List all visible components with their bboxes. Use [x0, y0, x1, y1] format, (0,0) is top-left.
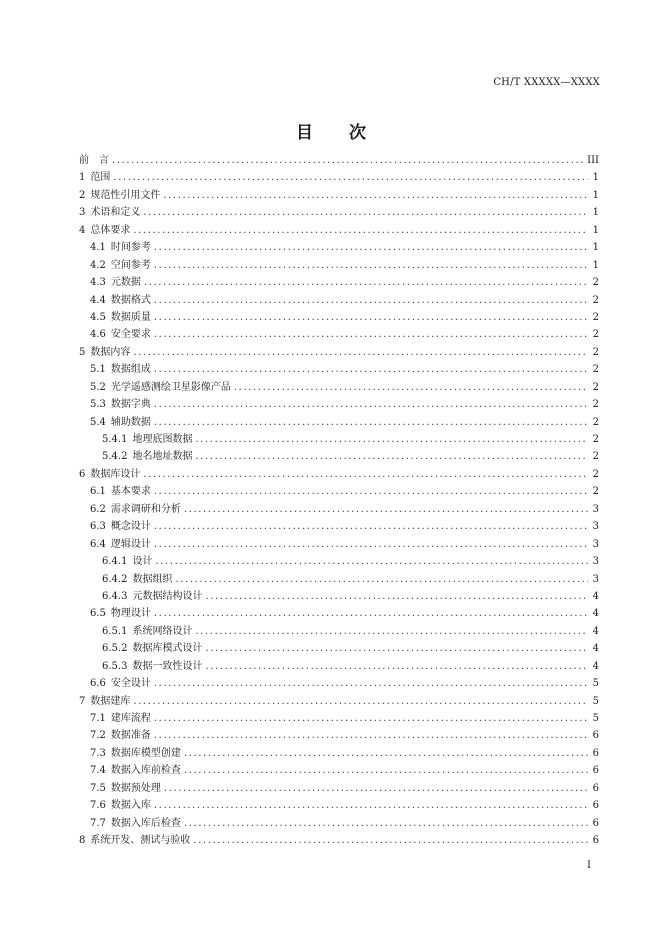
toc-entry[interactable] — [79, 693, 599, 710]
toc-entry-label: 安全设计 — [110, 678, 151, 690]
toc-entry-number: 6.4 — [90, 538, 106, 550]
toc-entry-number: 3 — [79, 207, 86, 219]
toc-dot-leader — [112, 152, 584, 169]
toc-entry[interactable] — [79, 553, 599, 570]
toc-dot-leader — [154, 292, 588, 309]
toc-dot-leader — [205, 658, 588, 675]
toc-entry[interactable] — [79, 448, 599, 465]
toc-entry[interactable] — [79, 762, 599, 779]
toc-entry-number: 5.3 — [90, 399, 106, 411]
toc-entry-label: 设计 — [132, 556, 153, 568]
toc-entry-number: 7.4 — [90, 765, 106, 777]
toc-entry[interactable] — [79, 204, 599, 221]
toc-entry-page: 1 — [592, 189, 599, 201]
toc-entry-page: 3 — [592, 556, 599, 568]
toc-entry[interactable] — [79, 675, 599, 692]
toc-entry-page: 2 — [592, 416, 599, 428]
toc-dot-leader — [154, 309, 588, 326]
toc-entry-page: 2 — [592, 434, 599, 445]
toc-dot-leader — [154, 727, 588, 744]
toc-entry-label: 数据格式 — [110, 294, 151, 306]
toc-entry-page: 2 — [592, 486, 599, 498]
toc-entry[interactable] — [79, 152, 599, 169]
toc-dot-leader — [205, 588, 588, 605]
toc-entry-number: 2 — [79, 189, 86, 201]
toc-dot-leader — [175, 571, 588, 588]
toc-entry-label: 安全要求 — [110, 329, 151, 341]
toc-entry-page: 1 — [592, 259, 599, 271]
toc-entry[interactable] — [79, 344, 599, 361]
toc-entry-page: 1 — [592, 242, 599, 254]
toc-dot-leader — [154, 326, 588, 343]
toc-entry-label: 数据入库 — [110, 800, 151, 812]
toc-entry[interactable] — [79, 797, 599, 814]
toc-entry-page: 4 — [592, 660, 599, 672]
toc-entry-page: 1 — [592, 207, 599, 219]
toc-entry-label: 范围 — [90, 172, 111, 184]
toc-entry-number: 6.4.1 — [102, 556, 128, 568]
toc-dot-leader — [164, 780, 588, 797]
toc-entry-number: 7.7 — [90, 817, 106, 829]
toc-entry-number: 6.5 — [90, 608, 106, 620]
toc-entry-label: 地名地址数据 — [132, 451, 193, 463]
toc-entry-page: 2 — [592, 329, 599, 341]
toc-entry-number: 4 — [79, 224, 86, 236]
toc-entry-label: 术语和定义 — [90, 207, 141, 219]
toc-title-char-2: 次 — [349, 123, 366, 143]
toc-entry[interactable] — [79, 222, 599, 239]
toc-entry-number: 7.5 — [90, 782, 106, 794]
toc-entry-page: 2 — [592, 294, 599, 306]
toc-entry-number: 7.2 — [90, 730, 106, 742]
toc-dot-leader — [163, 187, 588, 204]
toc-entry-number: 5.1 — [90, 364, 106, 376]
toc-entry[interactable] — [79, 815, 599, 832]
toc-entry-number: 5.4.2 — [102, 451, 128, 463]
toc-entry-label: 数据准备 — [110, 730, 151, 742]
toc-entry-label: 数据质量 — [110, 311, 151, 323]
toc-entry-number: 4.2 — [90, 259, 106, 271]
toc-entry-label: 数据字典 — [110, 399, 151, 411]
toc-dot-leader — [195, 623, 588, 640]
toc-title-char-1: 目 — [296, 123, 313, 143]
toc-entry-number: 6.4.3 — [102, 590, 128, 602]
toc-entry-label: 规范性引用文件 — [90, 189, 161, 201]
toc-entry[interactable] — [79, 431, 599, 448]
toc-entry[interactable] — [79, 483, 599, 500]
toc-entry-number: 6.5.3 — [102, 660, 128, 672]
toc-entry-label: 数据预处理 — [110, 782, 161, 794]
toc-entry-label: 建库流程 — [110, 713, 151, 724]
toc-entry[interactable] — [79, 361, 599, 378]
toc-entry[interactable] — [79, 501, 599, 518]
toc-entry[interactable] — [79, 239, 599, 256]
toc-dot-leader — [154, 483, 588, 500]
toc-entry-number: 4.4 — [90, 294, 106, 306]
toc-dot-leader — [184, 762, 588, 779]
toc-entry-page: 6 — [592, 730, 599, 742]
toc-entry-page: 6 — [592, 782, 599, 794]
toc-dot-leader — [154, 361, 588, 378]
toc-entry-number: 7.6 — [90, 800, 106, 812]
toc-dot-leader — [154, 257, 588, 274]
toc-entry-number: 6.2 — [90, 503, 106, 515]
toc-dot-leader — [154, 797, 588, 814]
toc-entry[interactable] — [79, 169, 599, 186]
toc-entry-number: 7 — [79, 695, 86, 707]
toc-entry[interactable] — [79, 396, 599, 413]
toc-entry-number: 6.6 — [90, 678, 106, 690]
toc-entry-number: 5.2 — [90, 381, 106, 393]
toc-entry[interactable] — [79, 274, 599, 291]
toc-entry-label: 数据组成 — [110, 364, 151, 376]
toc-entry-page: 2 — [592, 451, 599, 463]
toc-dot-leader — [113, 169, 588, 186]
toc-entry-page: 4 — [592, 608, 599, 620]
toc-title — [0, 118, 662, 143]
toc-entry-page: 2 — [592, 364, 599, 376]
toc-entry[interactable] — [79, 727, 599, 744]
toc-entry[interactable] — [79, 745, 599, 762]
toc-entry-page: 6 — [592, 800, 599, 812]
toc-entry-page: 2 — [592, 311, 599, 323]
toc-entry[interactable] — [79, 257, 599, 274]
toc-entry-label: 概念设计 — [110, 521, 151, 533]
toc-entry-page: 3 — [592, 538, 599, 550]
toc-entry-page: 6 — [592, 747, 599, 759]
toc-entry-number: 5 — [79, 346, 86, 358]
toc-entry-label: 时间参考 — [110, 242, 151, 254]
toc-entry-label: 数据组织 — [132, 573, 173, 585]
toc-dot-leader — [133, 693, 588, 710]
toc-entry-number: 6.1 — [90, 486, 106, 498]
toc-dot-leader — [154, 710, 588, 727]
toc-dot-leader — [234, 379, 588, 396]
toc-entry-label: 系统网络设计 — [132, 625, 193, 637]
toc-entry-number: 6.5.1 — [102, 625, 128, 637]
toc-entry-label: 物理设计 — [110, 608, 151, 620]
toc-entry-number: 1 — [79, 172, 86, 184]
toc-entry[interactable] — [79, 518, 599, 535]
toc-entry-page: 6 — [592, 765, 599, 777]
toc-entry-page: 3 — [592, 503, 599, 515]
toc-dot-leader — [154, 518, 588, 535]
toc-entry[interactable] — [79, 658, 599, 675]
toc-entry-page: 3 — [592, 573, 599, 585]
toc-entry[interactable] — [79, 571, 599, 588]
toc-entry-number: 4.6 — [90, 329, 106, 341]
toc-entry-page: 3 — [592, 521, 599, 533]
toc-entry-number: 4.1 — [90, 242, 106, 254]
toc-entry-number: 4.3 — [90, 277, 106, 289]
toc-entry[interactable] — [79, 832, 599, 849]
toc-entry-label: 需求调研和分析 — [110, 503, 181, 515]
toc-entry-page: III — [587, 155, 599, 166]
toc-entry-page: 1 — [592, 224, 599, 236]
toc-entry-page: 1 — [592, 172, 599, 184]
toc-entry-page: 2 — [592, 381, 599, 393]
toc-entry[interactable] — [79, 536, 599, 553]
toc-entry[interactable] — [79, 187, 599, 204]
toc-entry-number: 7.1 — [90, 713, 106, 724]
page-number: I — [587, 860, 591, 871]
toc-entry[interactable] — [79, 414, 599, 431]
toc-entry-label: 空间参考 — [110, 259, 151, 271]
toc-dot-leader — [205, 640, 588, 657]
toc-entry-label: 数据入库后检查 — [110, 817, 181, 829]
toc-entry-page: 5 — [592, 713, 599, 724]
toc-entry-label: 前 言 — [79, 155, 109, 166]
toc-dot-leader — [154, 414, 588, 431]
toc-entry-label: 逻辑设计 — [110, 538, 151, 550]
toc-entry-label: 辅助数据 — [110, 416, 151, 428]
toc-entry-page: 4 — [592, 625, 599, 637]
toc-dot-leader — [195, 431, 588, 448]
toc-entry-label: 元数据 — [110, 277, 141, 289]
table-of-contents — [79, 152, 599, 850]
toc-entry-label: 总体要求 — [90, 224, 131, 236]
toc-dot-leader — [155, 553, 588, 570]
toc-entry-label: 数据一致性设计 — [132, 660, 203, 672]
toc-dot-leader — [195, 448, 588, 465]
toc-entry-page: 6 — [592, 835, 599, 847]
toc-entry[interactable] — [79, 710, 599, 727]
toc-dot-leader — [154, 239, 588, 256]
toc-entry[interactable] — [79, 379, 599, 396]
toc-entry-number: 8 — [79, 835, 86, 847]
toc-dot-leader — [184, 745, 588, 762]
toc-dot-leader — [193, 832, 588, 849]
toc-entry-page: 4 — [592, 643, 599, 655]
toc-entry[interactable] — [79, 780, 599, 797]
toc-entry-label: 基本要求 — [110, 486, 151, 498]
toc-entry-page: 2 — [592, 468, 599, 480]
toc-entry-number: 6.3 — [90, 521, 106, 533]
toc-entry-page: 6 — [592, 817, 599, 829]
toc-entry[interactable] — [79, 309, 599, 326]
toc-entry-number: 6.4.2 — [102, 573, 128, 585]
toc-entry[interactable] — [79, 466, 599, 483]
toc-entry[interactable] — [79, 292, 599, 309]
toc-entry[interactable] — [79, 623, 599, 640]
toc-entry-label: 数据建库 — [90, 695, 131, 707]
standard-code: CH/T XXXXX—XXXX — [493, 77, 600, 88]
toc-entry-page: 5 — [592, 678, 599, 690]
toc-entry-label: 系统开发、测试与验收 — [90, 835, 191, 847]
toc-entry-label: 地理底图数据 — [132, 434, 193, 445]
toc-entry-page: 4 — [592, 590, 599, 602]
toc-dot-leader — [154, 605, 588, 622]
toc-entry[interactable] — [79, 640, 599, 657]
toc-dot-leader — [133, 222, 588, 239]
toc-entry-label: 光学遥感测绘卫星影像产品 — [110, 381, 231, 393]
toc-dot-leader — [144, 274, 588, 291]
toc-entry-number: 5.4.1 — [102, 434, 128, 445]
toc-entry-page: 2 — [592, 346, 599, 358]
toc-entry-page: 2 — [592, 277, 599, 289]
toc-entry-label: 数据入库前检查 — [110, 765, 181, 777]
toc-dot-leader — [133, 344, 588, 361]
toc-entry-label: 元数据结构设计 — [132, 590, 203, 602]
toc-dot-leader — [184, 815, 588, 832]
toc-entry-label: 数据内容 — [90, 346, 131, 358]
toc-entry-page: 5 — [592, 695, 599, 707]
toc-entry[interactable] — [79, 326, 599, 343]
toc-entry-label: 数据库设计 — [90, 468, 141, 480]
toc-entry-number: 6.5.2 — [102, 643, 128, 655]
toc-dot-leader — [154, 675, 588, 692]
toc-entry-page: 2 — [592, 399, 599, 411]
toc-entry-label: 数据库模式设计 — [132, 643, 203, 655]
toc-dot-leader — [143, 466, 588, 483]
toc-entry-number: 4.5 — [90, 311, 106, 323]
toc-entry-number: 5.4 — [90, 416, 106, 428]
toc-entry[interactable] — [79, 605, 599, 622]
toc-dot-leader — [184, 501, 588, 518]
toc-dot-leader — [154, 396, 588, 413]
toc-dot-leader — [143, 204, 588, 221]
toc-entry-number: 6 — [79, 468, 86, 480]
toc-entry[interactable] — [79, 588, 599, 605]
toc-entry-number: 7.3 — [90, 747, 106, 759]
toc-entry-label: 数据库模型创建 — [110, 747, 181, 759]
toc-dot-leader — [154, 536, 588, 553]
